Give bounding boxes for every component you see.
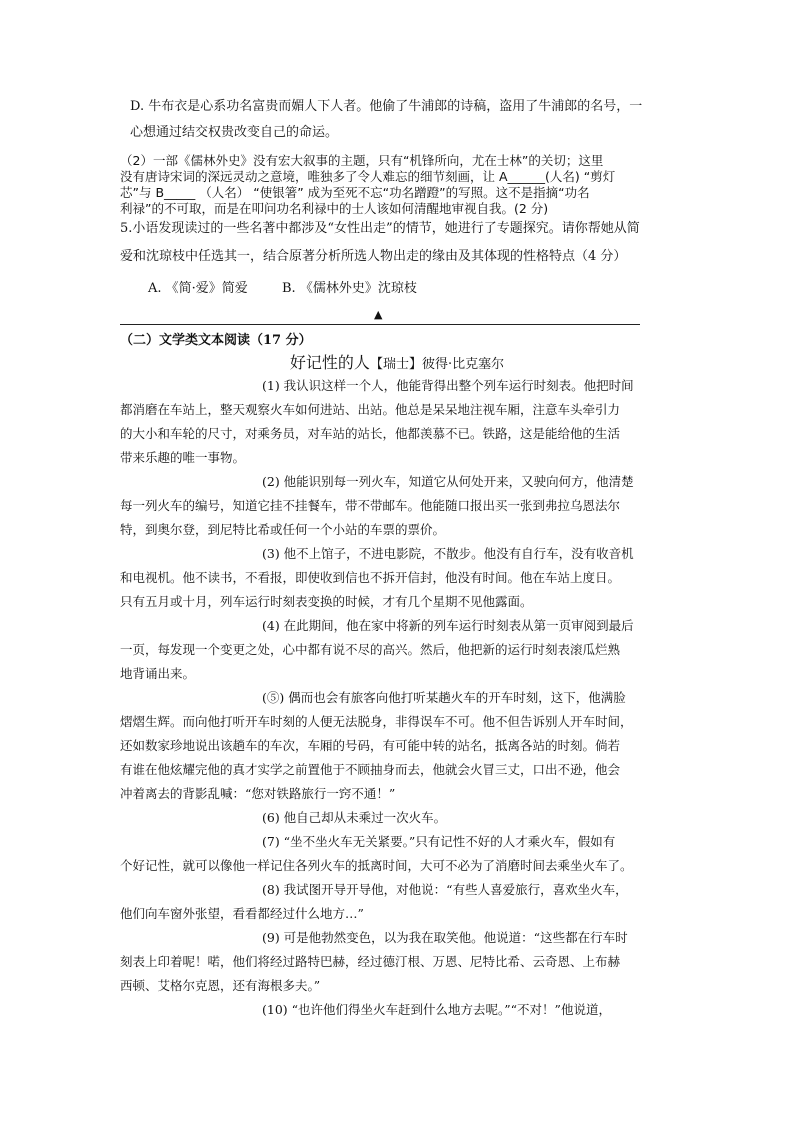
paragraph-line: 冲着离去的背影乱喊：“您对铁路旅行一窍不通！” [120,786,396,801]
paragraph-line: 地背诵出来。 [120,666,196,681]
paragraph-line: 有谁在他炫耀完他的真才实学之前置他于不顾抽身而去，他就会火冒三丈，口出不逊，他会 [120,762,621,777]
option-d-line-2: 心想通过结交权贵改变自己的命运。 [130,125,339,140]
paragraph-line: 熠熠生辉。而向他打听开车时刻的人便无法脱身，非得误车不可。他不但告诉别人开车时间， [120,714,633,729]
paragraph-line: 只有五月或十月，列车运行时刻表变换的时候，才有几个星期不见他露面。 [120,594,533,609]
question-2-line-4: 利禄”的不可取，而是在叩问功名利禄中的士人该如何清醒地审视自我。(2 分) [120,201,549,216]
paragraph-line: (8) 我试图开导开导他，对他说：“有些人喜爱旅行，喜欢坐火车， [262,882,628,897]
article-title [0,352,794,376]
paragraph-line: (⑤) 偶而也会有旅客向他打听某趟火车的开车时刻，这下，他满脸 [262,690,626,705]
section-heading: （二）文学类文本阅读（17 分） [120,333,312,348]
answer-line [120,324,640,325]
paragraph-line: 个好记性，就可以像他一样记住各列火车的抵离时间，大可不必为了消磨时间去乘坐火车了。 [120,858,633,873]
paragraph-line: (10) “也许他们得坐火车赶到什么地方去呢。”“不对！”他说道， [262,1002,611,1017]
question-2-line-1: （2）一部《儒林外史》没有宏大叙事的主题，只有“机锋所向，尤在士林”的关切；这里 [120,153,604,168]
paragraph-line: 他们向车窗外张望，看看都经过什么地方…” [120,906,364,921]
option-b: B. 《儒林外史》沈琼枝 [282,281,417,296]
article-paragraph [120,806,672,830]
article-paragraph [120,878,672,926]
paragraph-line: 的大小和车轮的尺寸，对乘务员，对车站的站长，他都羡慕不已。铁路，这是能给他的生活 [120,426,621,441]
paragraph-line: 带来乐趣的唯一事物。 [120,450,246,465]
option-a: A. 《简·爱》简爱 [148,281,248,296]
question-2-line-2: 没有唐诗宋词的深远灵动之意境，唯独多了令人难忘的细节刻画，让 A______(人名) “剪灯 [120,169,616,184]
paragraph-line: (3) 他不上馆子，不进电影院，不散步。他没有自行车，没有收音机 [262,546,634,561]
question-5-line-2: 爱和沈琼枝中任选其一，结合原著分析所选人物出走的缘由及其体现的性格特点（4 分） [120,249,627,264]
article-author: 【瑞士】彼得·比克塞尔 [369,357,505,372]
option-d-line-1: D. 牛布衣是心系功名富贵而媚人下人者。他偷了牛浦郎的诗稿，盗用了牛浦郎的名号，一 [130,99,643,114]
paragraph-line: (1) 我认识这样一个人，他能背得出整个列车运行时刻表。他把时间 [262,378,634,393]
paragraph-line: 特，到奥尔登，到尼特比希或任何一个小站的车票的票价。 [120,522,446,537]
article-paragraph [120,374,672,470]
paragraph-line: (9) 可是他勃然变色，以为我在取笑他。他说道：“这些都在行车时 [262,930,628,945]
article-paragraph [120,686,672,806]
article-paragraph [120,998,672,1022]
article-body [120,374,672,1022]
paragraph-line: (2) 他能识别每一列火车，知道它从何处开来，又驶向何方，他清楚 [262,474,634,489]
paragraph-line: (7) “坐不坐火车无关紧要。”只有记性不好的人才乘火车，假如有 [262,834,616,849]
paragraph-line: 一页，每发现一个变更之处，心中都有说不尽的高兴。然后，他把新的运行时刻表滚瓜烂熟 [120,642,621,657]
article-paragraph [120,614,672,686]
paragraph-line: 还如数家珍地说出该趟车的车次，车厢的号码，有可能中转的站名，抵离各站的时刻。倘若 [120,738,621,753]
paragraph-line: (4) 在此期间，他在家中将新的列车运行时刻表从第一页审阅到最后 [262,618,634,633]
question-2-line-3: 芯”与 B_____ （人名） “使银箸” 成为至死不忘“功名蹭蹬”的写照。这不是指摘“功名 [120,185,590,200]
article-title-text: 好记性的人 [289,353,370,372]
paragraph-line: 西顿、艾格尔克恩，还有海根多夫。” [120,978,321,993]
article-paragraph [120,926,672,998]
question-5-line-1: 5.小语发现读过的一些名著中都涉及“女性出走”的情节，她进行了专题探究。请你帮她从简 [120,221,640,236]
article-paragraph [120,830,672,878]
paragraph-line: 刻表上印着呢！喏，他们将经过路特巴赫，经过德汀根、万恩、尼特比希、云奇恩、上布赫 [120,954,621,969]
article-paragraph [120,470,672,542]
paragraph-line: 都消磨在车站上，整天观察火车如何进站、出站。他总是呆呆地注视车厢，注意车头牵引力 [120,402,621,417]
paragraph-line: (6) 他自己却从未乘过一次火车。 [262,810,447,825]
answer-triangle-icon: ▲ [374,308,383,321]
paragraph-line: 和电视机。他不读书，不看报，即使收到信也不拆开信封，他没有时间。他在车站上度日。 [120,570,621,585]
paragraph-line: 每一列火车的编号，知道它挂不挂餐车，带不带邮车。他能随口报出买一张到弗拉乌恩法尔 [120,498,621,513]
article-paragraph [120,542,672,614]
